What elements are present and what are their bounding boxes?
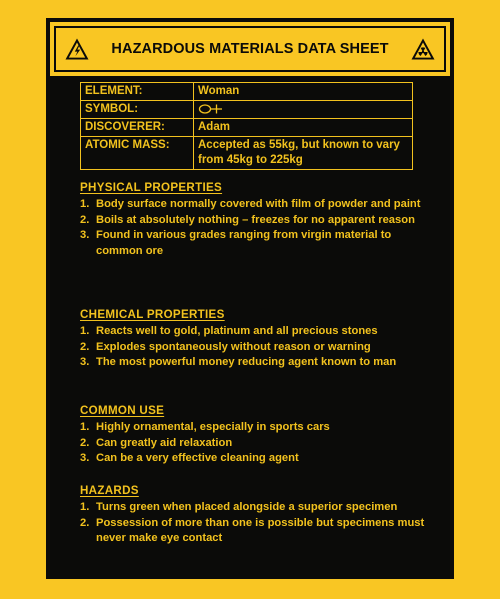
info-row-symbol <box>81 101 413 119</box>
section-heading: COMMON USE <box>80 404 165 417</box>
info-value <box>194 101 413 119</box>
hazard-warning-triangle-icon <box>64 37 90 61</box>
info-row-element <box>81 83 413 101</box>
element-info-table <box>80 82 413 170</box>
list-item: 1. Reacts well to gold, platinum and all precious stones <box>80 324 378 337</box>
list-item: 1. Turns green when placed alongside a superior specimen <box>80 500 398 513</box>
chemical-properties-section <box>80 307 426 371</box>
section-heading: HAZARDS <box>80 484 139 497</box>
list-item: 2. Possession of more than one is possible but specimens must never make eye contact <box>80 516 425 545</box>
female-symbol-icon <box>198 103 408 115</box>
list-item: 3. The most powerful money reducing agent known to man <box>80 356 397 369</box>
sheet-title: HAZARDOUS MATERIALS DATA SHEET <box>111 41 389 57</box>
list-item: 1. Highly ornamental, especially in sports cars <box>80 420 330 433</box>
sheet-header <box>50 22 450 76</box>
list-item: 2. Can greatly aid relaxation <box>80 436 233 449</box>
hazards-section <box>80 483 426 547</box>
info-label: DISCOVERER: <box>81 119 194 137</box>
list-item: 2. Boils at absolutely nothing – freezes for no apparent reason <box>80 213 415 226</box>
data-sheet-panel <box>46 18 454 579</box>
header-frame <box>54 26 446 72</box>
info-value: Woman <box>194 83 413 101</box>
radiation-triangle-icon <box>410 37 436 61</box>
section-heading: PHYSICAL PROPERTIES <box>80 181 223 194</box>
common-use-section <box>80 403 426 467</box>
section-heading: CHEMICAL PROPERTIES <box>80 308 225 321</box>
info-label: ELEMENT: <box>81 83 194 101</box>
info-value: Accepted as 55kg, but known to vary from 45kg to 225kg <box>194 137 413 170</box>
info-row-atomic-mass <box>81 137 413 170</box>
info-label: ATOMIC MASS: <box>81 137 194 170</box>
list-item: 3. Can be a very effective cleaning agent <box>80 452 299 465</box>
list-item: 1. Body surface normally covered with film of powder and paint <box>80 197 421 210</box>
info-row-discoverer <box>81 119 413 137</box>
list-item: 2. Explodes spontaneously without reason or warning <box>80 340 371 353</box>
info-label: SYMBOL: <box>81 101 194 119</box>
physical-properties-section <box>80 180 426 260</box>
info-value: Adam <box>194 119 413 137</box>
list-item: 3. Found in various grades ranging from virgin material to common ore <box>80 229 392 258</box>
